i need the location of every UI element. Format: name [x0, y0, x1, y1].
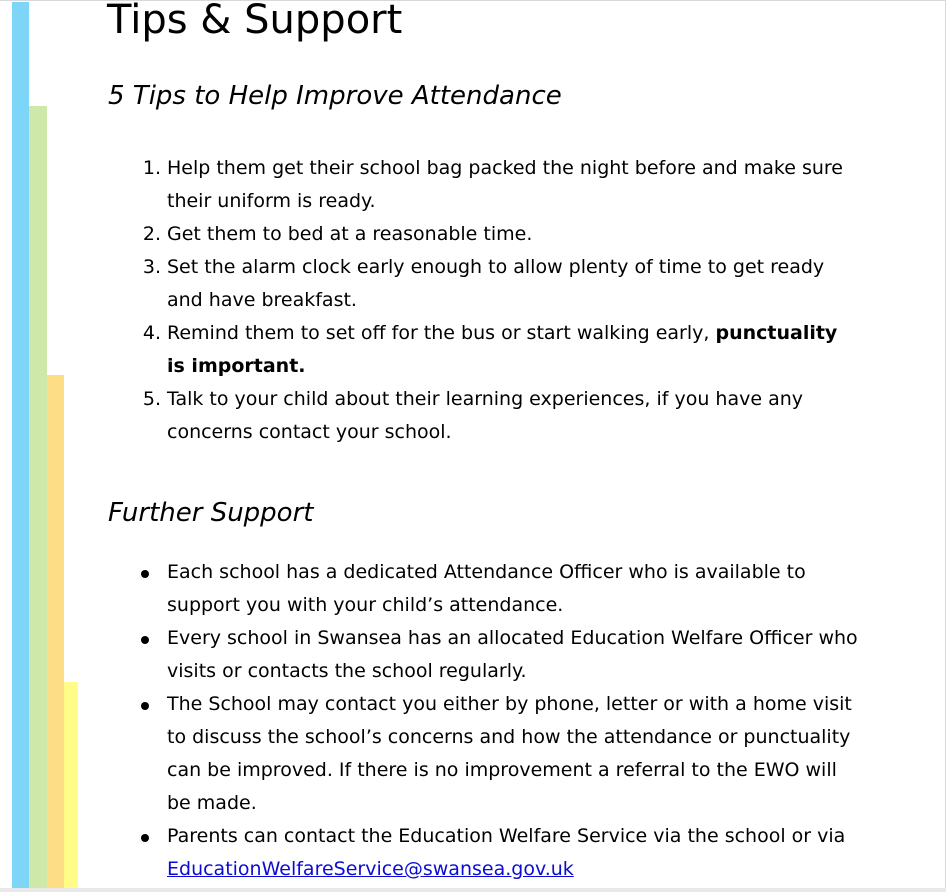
- tip-number: 2.: [142, 223, 161, 245]
- page-bottom-border: [0, 888, 946, 892]
- tip-item: [0, 317, 860, 383]
- tip-text: Remind them to set off for the bus or start walking early,: [167, 322, 716, 344]
- tip-item: [0, 152, 860, 218]
- tip-text: Set the alarm clock early enough to allow plenty of time to get ready and have breakfast.: [167, 256, 825, 311]
- tip-text: Help them get their school bag packed the night before and make sure their uniform is ready.: [167, 157, 843, 212]
- tip-text: Talk to your child about their learning experiences, if you have any concerns contact your school.: [167, 388, 803, 443]
- tip-text: Get them to bed at a reasonable time.: [167, 223, 533, 245]
- tip-item: [0, 383, 860, 449]
- bullet-icon: [141, 570, 149, 578]
- support-item: [0, 820, 860, 886]
- tip-number: 4.: [142, 322, 161, 344]
- tip-item: [0, 251, 860, 317]
- tip-number: 3.: [142, 256, 161, 278]
- tip-item: [0, 218, 860, 251]
- tips-heading: 5 Tips to Help Improve Attendance: [108, 81, 562, 111]
- support-text: Each school has a dedicated Attendance Officer who is available to support you with your child’s attendance.: [167, 561, 806, 616]
- bullet-icon: [141, 834, 149, 842]
- support-list: [0, 556, 946, 886]
- support-item: [0, 622, 860, 688]
- page-title: Tips & Support: [107, 0, 403, 43]
- tips-list: [0, 152, 946, 449]
- support-heading: Further Support: [108, 498, 314, 528]
- bullet-icon: [141, 702, 149, 710]
- support-item: [0, 688, 860, 820]
- support-text: The School may contact you either by phone, letter or with a home visit to discuss the school’s concerns and how the attendance or punctuality can be improved. If there is no improvement a referral to the EWO will be made.: [167, 693, 852, 814]
- email-link[interactable]: EducationWelfareService@swansea.gov.uk: [167, 858, 574, 880]
- support-text: Every school in Swansea has an allocated Education Welfare Officer who visits or contacts the school regularly.: [167, 627, 858, 682]
- tip-number: 5.: [142, 388, 161, 410]
- bullet-icon: [141, 636, 149, 644]
- support-text: Parents can contact the Education Welfare Service via the school or via: [167, 825, 846, 847]
- support-item: [0, 556, 860, 622]
- tip-number: 1.: [142, 157, 161, 179]
- tip-bold-text: punctuality is important.: [167, 322, 838, 377]
